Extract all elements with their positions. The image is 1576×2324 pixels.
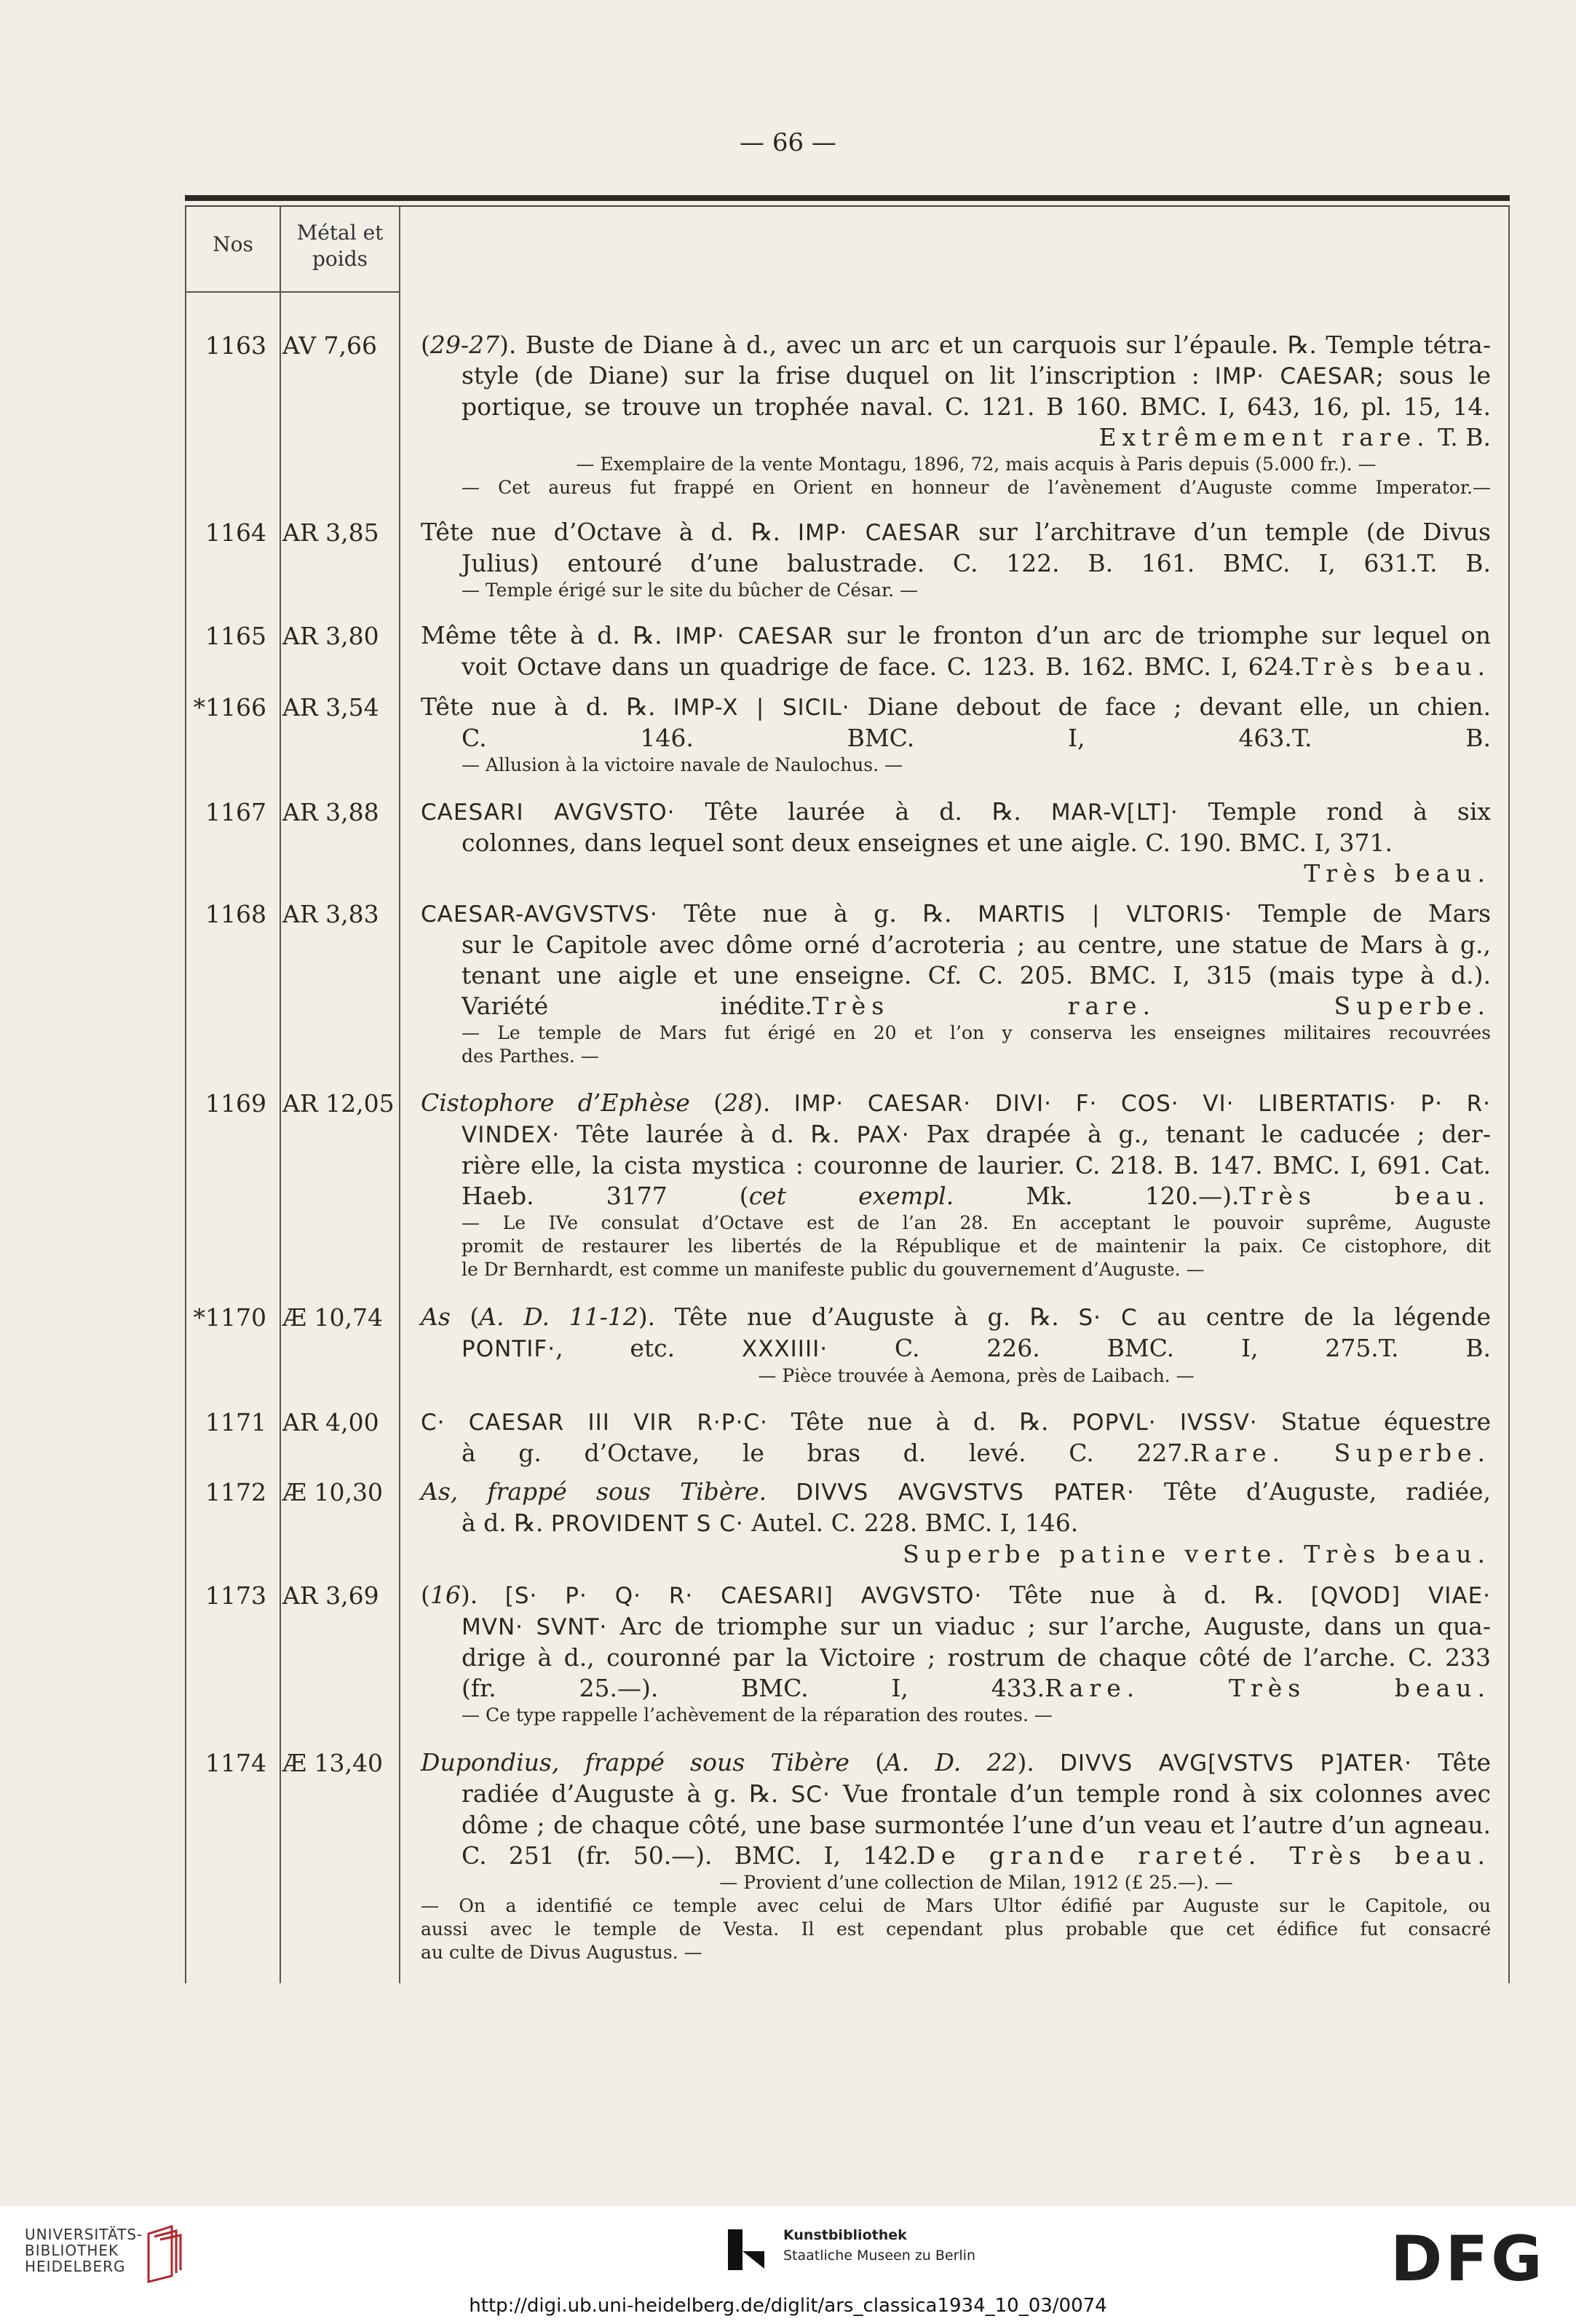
text-line: (fr. 25.—). BMC. I, 433.Rare. Très beau. [462, 1674, 1492, 1702]
text-line: CAESARI AVGVSTO· Tête laurée à d. ℞. MAR-V[LT]· Temple rond à six [421, 797, 1492, 826]
entry-metal: AR 3,80 [282, 622, 379, 650]
entry-metal: AR 4,00 [282, 1408, 379, 1436]
entry-number: *1170 [193, 1303, 266, 1332]
entry-number: 1172 [205, 1478, 266, 1506]
text-line: voit Octave dans un quadrige de face. C. 123. B. 162. BMC. I, 624.Très beau. [462, 652, 1491, 681]
university-line: HEIDELBERG [25, 2258, 126, 2275]
entry-metal: Æ 10,74 [282, 1303, 383, 1332]
note-line: — Ce type rappelle l’achèvement de la réparation des routes. — [462, 1704, 1053, 1726]
text-line: As, frappé sous Tibère. DIVVS AVGVSTVS PATER· Tête d’Auguste, radiée, [421, 1477, 1491, 1506]
text-line: style (de Diane) sur la frise duquel on lit l’inscription : IMP· CAESAR; sous le [462, 361, 1491, 390]
text-line: rière elle, la cista mystica : couronne de laurier. C. 218. B. 147. BMC. I, 691. Cat. [462, 1151, 1491, 1179]
text-line: tenant une aigle et une enseigne. Cf. C. 205. BMC. I, 315 (mais type à d.). [462, 961, 1491, 989]
text-line: Variété inédite.Très rare. Superbe. [462, 992, 1491, 1020]
text-line: sur le Capitole avec dôme orné d’acroteria ; au centre, une statue de Mars à g., [462, 930, 1491, 959]
entry-metal: AR 12,05 [282, 1089, 395, 1118]
col-line-nos [280, 207, 281, 1983]
entry-text [421, 1477, 1491, 1570]
note-line: — Le temple de Mars fut érigé en 20 et l’on y conserva les enseignes militaires recouvrées [462, 1022, 1491, 1043]
entry-text [421, 517, 1491, 602]
text-line: drige à d., couronné par la Victoire ; rostrum de chaque côté de l’arche. C. 233 [462, 1643, 1491, 1672]
note-line: promit de restaurer les libertés de la République et de maintenir la paix. Ce cistophore, dit [462, 1236, 1491, 1257]
university-library-logo-icon [144, 2225, 182, 2283]
note-line: — Temple érigé sur le site du bûcher de César. — [462, 580, 919, 601]
kunstbibliothek-name: Kunstbibliothek [783, 2227, 907, 2243]
kunstbibliothek-logo-icon [721, 2226, 767, 2273]
text-line: Tête nue à d. ℞. IMP-X | SICIL· Diane debout de face ; devant elle, un chien. [421, 692, 1492, 721]
text-line: PONTIF·, etc. XXXIIII· C. 226. BMC. I, 275.T. B. [462, 1334, 1492, 1362]
entry-text [421, 330, 1491, 499]
col-line-right [1508, 207, 1510, 1983]
entry-number: 1174 [205, 1749, 266, 1777]
text-line: (16). [S· P· Q· R· CAESARI] AVGVSTO· Tête nue à d. ℞. [QVOD] VIAE· [421, 1581, 1492, 1609]
entry-text [421, 1407, 1491, 1469]
note-line: le Dr Bernhardt, est comme un manifeste public du gouvernement d’Auguste. — [462, 1259, 1205, 1280]
note-line: des Parthes. — [462, 1046, 599, 1067]
entry-number: 1167 [205, 798, 266, 826]
dfg-logo: DFG [1390, 2223, 1545, 2296]
text-line: Très beau. [1304, 859, 1491, 888]
page-number: — 66 — [740, 128, 836, 157]
entry-metal: AR 3,88 [282, 798, 379, 826]
header-rule [186, 291, 399, 293]
text-line: Julius) entouré d’une balustrade. C. 122. B. 161. BMC. I, 631.T. B. [462, 549, 1491, 577]
entry-text [421, 1088, 1491, 1281]
note-line: — Pièce trouvée à Aemona, près de Laibach. — [758, 1365, 1195, 1386]
note-line: — Provient d’une collection de Milan, 1912 (£ 25.—). — [719, 1872, 1233, 1893]
source-url[interactable]: http://digi.ub.uni-heidelberg.de/diglit/ars_classica1934_10_03/0074 [469, 2295, 1107, 2317]
text-line: portique, se trouve un trophée naval. C. 121. B 160. BMC. I, 643, 16, pl. 15, 14. [462, 392, 1491, 421]
text-line: Même tête à d. ℞. IMP· CAESAR sur le fronton d’un arc de triomphe sur lequel on [421, 621, 1491, 649]
note-line: — Exemplaire de la vente Montagu, 1896, 72, mais acquis à Paris depuis (5.000 fr.). — [576, 454, 1377, 475]
entry-number: 1164 [205, 518, 266, 547]
header-nos: Nos [213, 232, 253, 256]
entry-text [421, 692, 1491, 777]
text-line: Tête nue d’Octave à d. ℞. IMP· CAESAR sur l’architrave d’un temple (de Divus [421, 518, 1491, 546]
note-line: aussi avec le temple de Vesta. Il est cependant plus probable que cet édifice fut consacré [421, 1918, 1491, 1940]
entry-metal: AR 3,85 [282, 518, 379, 547]
entry-metal: Æ 10,30 [282, 1478, 383, 1506]
entry-number: *1166 [193, 693, 266, 722]
entry-metal: AV 7,66 [282, 331, 377, 360]
entry-text [421, 1580, 1491, 1727]
entry-metal: Æ 13,40 [282, 1749, 383, 1777]
text-line: Haeb. 3177 (cet exempl. Mk. 120.—).Très beau. [462, 1182, 1491, 1210]
text-line: C. 146. BMC. I, 463.T. B. [462, 724, 1491, 752]
note-line: — Cet aureus fut frappé en Orient en honneur de l’avènement d’Auguste comme Imperator.— [462, 477, 1491, 498]
entry-text [421, 898, 1491, 1068]
text-line: à g. d’Octave, le bras d. levé. C. 227.Rare. Superbe. [462, 1439, 1492, 1467]
entry-text [421, 620, 1491, 682]
note-line: — Allusion à la victoire navale de Naulochus. — [462, 754, 903, 775]
text-line: C. 251 (fr. 50.—). BMC. I, 142.De grande rareté. Très beau. [462, 1841, 1491, 1870]
entry-metal: AR 3,83 [282, 900, 379, 928]
text-line: Extrêmement rare. T. B. [1098, 423, 1491, 451]
text-line: Cistophore d’Ephèse (28). IMP· CAESAR· DIVI· F· COS· VI· LIBERTATIS· P· R· [421, 1088, 1491, 1117]
entry-text [421, 1747, 1491, 1964]
entry-number: 1171 [205, 1408, 266, 1436]
text-line: As (A. D. 11-12). Tête nue d’Auguste à g. ℞. S· C au centre de la légende [421, 1303, 1492, 1331]
text-line: radiée d’Auguste à g. ℞. SC· Vue frontale d’un temple rond à six colonnes avec [462, 1779, 1491, 1808]
kunstbibliothek-label [783, 2225, 975, 2266]
text-line: MVN· SVNT· Arc de triomphe sur un viaduc ; sur l’arche, Auguste, dans un qua- [462, 1612, 1492, 1640]
text-line: dôme ; de chaque côté, une base surmontée l’une d’un veau et l’autre d’un agneau. [462, 1811, 1491, 1839]
header-metal-line2: poids [312, 247, 368, 271]
entry-metal: AR 3,54 [282, 693, 379, 722]
entry-text [421, 1302, 1491, 1388]
university-line: BIBLIOTHEK [25, 2242, 119, 2259]
university-library-logo-text [25, 2226, 143, 2274]
note-line: — On a identifié ce temple avec celui de Mars Ultor édifié par Auguste sur le Capitole, ou [421, 1895, 1491, 1916]
top-rule [185, 195, 1510, 201]
note-line: — Le IVe consulat d’Octave est de l’an 28. En acceptant le pouvoir suprême, Auguste [462, 1212, 1491, 1233]
text-line: VINDEX· Tête laurée à d. ℞. PAX· Pax drapée à g., tenant le caducée ; der- [462, 1120, 1491, 1148]
kunstbibliothek-sub: Staatliche Museen zu Berlin [783, 2248, 976, 2264]
text-line: Dupondius, frappé sous Tibère (A. D. 22). DIVVS AVG[VSTVS P]ATER· Tête [421, 1748, 1491, 1776]
text-line: à d. ℞. PROVIDENT S C· Autel. C. 228. BMC. I, 146. [462, 1509, 1079, 1537]
entry-number: 1173 [205, 1581, 266, 1610]
university-line: UNIVERSITÄTS- [25, 2226, 143, 2243]
entry-number: 1168 [205, 900, 266, 928]
header-metal-line1: Métal et [296, 221, 384, 245]
entry-number: 1163 [205, 331, 266, 360]
header-metal [281, 220, 399, 272]
entry-metal: AR 3,69 [282, 1581, 379, 1610]
top-rule-thin [185, 205, 1510, 207]
text-line: Superbe patine verte. Très beau. [903, 1540, 1491, 1568]
text-line: CAESAR-AVGVSTVS· Tête nue à g. ℞. MARTIS | VLTORIS· Temple de Mars [421, 899, 1492, 928]
text-line: (29-27). Buste de Diane à d., avec un arc et un carquois sur l’épaule. ℞. Temple tétra- [421, 331, 1491, 359]
entry-number: 1165 [205, 622, 266, 650]
entry-text [421, 797, 1491, 889]
entry-number: 1169 [205, 1089, 266, 1118]
text-line: colonnes, dans lequel sont deux enseignes et une aigle. C. 190. BMC. I, 371. [462, 829, 1393, 857]
note-line: au culte de Divus Augustus. — [421, 1942, 702, 1963]
text-line: C· CAESAR III VIR R·P·C· Tête nue à d. ℞. POPVL· IVSSV· Statue équestre [421, 1407, 1491, 1436]
col-line-metal [399, 207, 400, 1983]
